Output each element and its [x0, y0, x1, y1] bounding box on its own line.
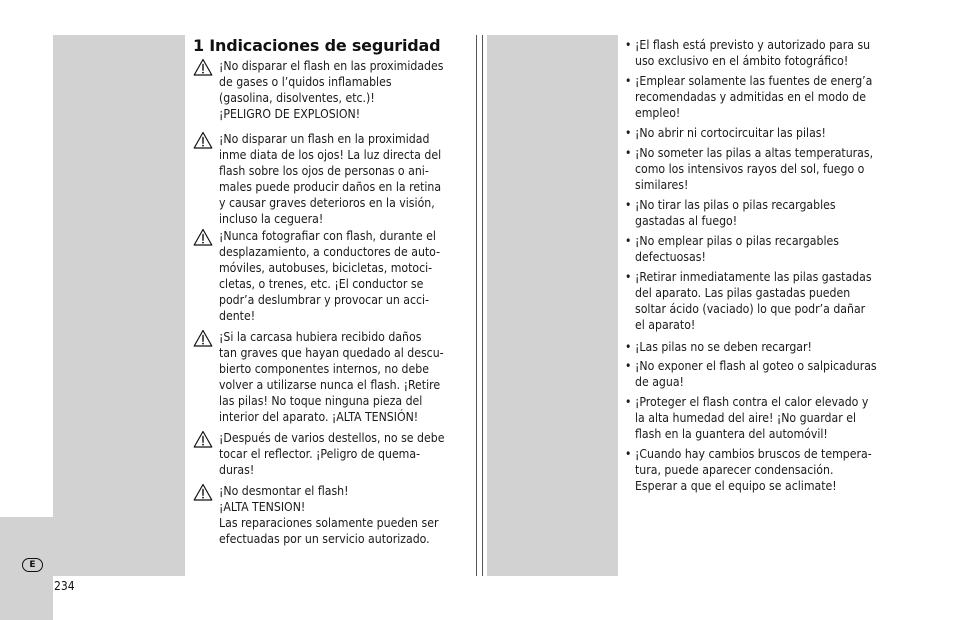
- bullet-text: [635, 73, 905, 121]
- text-line: inme diata de los ojos! La luz directa del: [219, 148, 442, 163]
- column-divider: [482, 35, 483, 576]
- text-line: ¡No disparar el flash en las proximidades: [219, 59, 444, 73]
- bullet-text: [635, 37, 905, 69]
- text-line: ¡No tirar las pilas o pilas recargables: [635, 198, 836, 212]
- warning-text: [219, 131, 469, 228]
- bullet-icon: •: [625, 270, 632, 284]
- warning-triangle-icon: [193, 131, 213, 149]
- text-line: duras!: [219, 463, 255, 478]
- text-line: ¡PELIGRO DE EXPLOSION!: [219, 107, 361, 122]
- text-line: empleo!: [635, 106, 681, 121]
- text-line: ¡Retirar inmediatamente las pilas gastadas: [635, 270, 872, 284]
- bullet-icon: •: [625, 395, 632, 409]
- text-line: similares!: [635, 178, 689, 193]
- warning-triangle-icon: [193, 329, 213, 347]
- text-line: volver a utilizarse nunca el flash. ¡Retire: [219, 378, 441, 393]
- text-line: como los intensivos rayos del sol, fuego o: [635, 162, 865, 177]
- text-line: ¡No desmontar el flash!: [219, 484, 349, 498]
- text-line: flash en la guantera del automóvil!: [635, 427, 828, 442]
- text-line: uso exclusivo en el ámbito fotográfico!: [635, 54, 849, 69]
- text-line: de gases o l’quidos inflamables: [219, 75, 392, 90]
- bullet-icon: •: [625, 234, 632, 248]
- text-line: males puede producir daños en la retina: [219, 180, 442, 195]
- bullet-icon: •: [625, 38, 632, 52]
- text-line: el aparato!: [635, 318, 696, 333]
- column-divider: [476, 35, 477, 576]
- bullet-text: [635, 233, 905, 265]
- bullet-icon: •: [625, 198, 632, 212]
- page-title: 1 Indicaciones de seguridad: [193, 36, 441, 55]
- text-line: Las reparaciones solamente pueden ser: [219, 516, 439, 531]
- text-line: desplazamiento, a conductores de auto-: [219, 245, 441, 260]
- text-line: dente!: [219, 309, 256, 324]
- text-line: tura, puede aparecer condensación.: [635, 463, 834, 478]
- text-line: y causar graves deterioros en la visión,: [219, 196, 435, 211]
- text-line: las pilas! No toque ninguna pieza del: [219, 394, 423, 409]
- bullet-text: [635, 446, 905, 494]
- warning-triangle-icon: [193, 228, 213, 246]
- text-line: Esperar a que el equipo se aclimate!: [635, 479, 837, 494]
- bullet-text: [635, 197, 905, 229]
- left-margin-band: [53, 35, 185, 576]
- text-line: soltar ácido (vaciado) lo que podr’a dañar: [635, 302, 866, 317]
- text-line: de agua!: [635, 375, 684, 390]
- text-line: incluso la ceguera!: [219, 212, 324, 227]
- text-line: ¡Cuando hay cambios bruscos de tempera-: [635, 447, 872, 461]
- text-line: ¡El flash está previsto y autorizado para su: [635, 38, 871, 52]
- text-line: ¡Si la carcasa hubiera recibido daños: [219, 330, 422, 344]
- bullet-text: [635, 125, 905, 141]
- warning-text: [219, 228, 469, 325]
- text-line: del aparato. Las pilas gastadas pueden: [635, 286, 851, 301]
- text-line: gastadas al fuego!: [635, 214, 738, 229]
- bullet-icon: •: [625, 359, 632, 373]
- text-line: ¡No someter las pilas a altas temperaturas,: [635, 146, 874, 160]
- text-line: interior del aparato. ¡ALTA TENSIÓN!: [219, 410, 419, 425]
- text-line: cletas, o trenes, etc. ¡El conductor se: [219, 277, 424, 292]
- bullet-icon: •: [625, 340, 632, 354]
- text-line: recomendadas y admitidas en el modo de: [635, 90, 866, 105]
- text-line: ¡Las pilas no se deben recargar!: [635, 340, 812, 354]
- text-line: ¡No disparar un flash en la proximidad: [219, 132, 430, 146]
- text-line: ¡No emplear pilas o pilas recargables: [635, 234, 839, 248]
- bullet-icon: •: [625, 74, 632, 88]
- bullet-text: [635, 339, 905, 355]
- page-number: 234: [54, 579, 75, 593]
- text-line: efectuadas por un servicio autorizado.: [219, 532, 430, 547]
- warning-triangle-icon: [193, 430, 213, 448]
- warning-triangle-icon: [193, 58, 213, 76]
- bullet-text: [635, 269, 905, 333]
- text-line: flash sobre los ojos de personas o ani-: [219, 164, 429, 179]
- warning-text: [219, 430, 469, 478]
- text-line: ¡Después de varios destellos, no se debe: [219, 431, 445, 445]
- warning-text: [219, 58, 469, 122]
- bullet-text: [635, 358, 905, 390]
- text-line: tocar el reflector. ¡Peligro de quema-: [219, 447, 421, 462]
- warning-triangle-icon: [193, 483, 213, 501]
- bullet-icon: •: [625, 146, 632, 160]
- text-line: bierto componentes internos, no debe: [219, 362, 429, 377]
- bullet-icon: •: [625, 447, 632, 461]
- text-line: móviles, autobuses, bicicletas, motoci-: [219, 261, 433, 276]
- text-line: ¡Nunca fotografiar con flash, durante el: [219, 229, 436, 243]
- warning-text: [219, 483, 469, 547]
- text-line: ¡Proteger el flash contra el calor elevado y: [635, 395, 869, 409]
- bullet-text: [635, 145, 905, 193]
- right-margin-band: [487, 35, 618, 576]
- text-line: tan graves que hayan quedado al descu-: [219, 346, 444, 361]
- text-line: podr’a deslumbrar y provocar un acci-: [219, 293, 430, 308]
- bullet-text: [635, 394, 905, 442]
- language-badge: E: [22, 558, 43, 572]
- text-line: ¡No exponer el flash al goteo o salpicaduras: [635, 359, 877, 373]
- text-line: ¡No abrir ni cortocircuitar las pilas!: [635, 126, 826, 140]
- text-line: (gasolina, disolventes, etc.)!: [219, 91, 375, 106]
- text-line: ¡ALTA TENSION!: [219, 500, 306, 515]
- bullet-icon: •: [625, 126, 632, 140]
- text-line: ¡Emplear solamente las fuentes de energ’a: [635, 74, 873, 88]
- text-line: la alta humedad del aire! ¡No guardar el: [635, 411, 856, 426]
- text-line: defectuosas!: [635, 250, 706, 265]
- warning-text: [219, 329, 469, 426]
